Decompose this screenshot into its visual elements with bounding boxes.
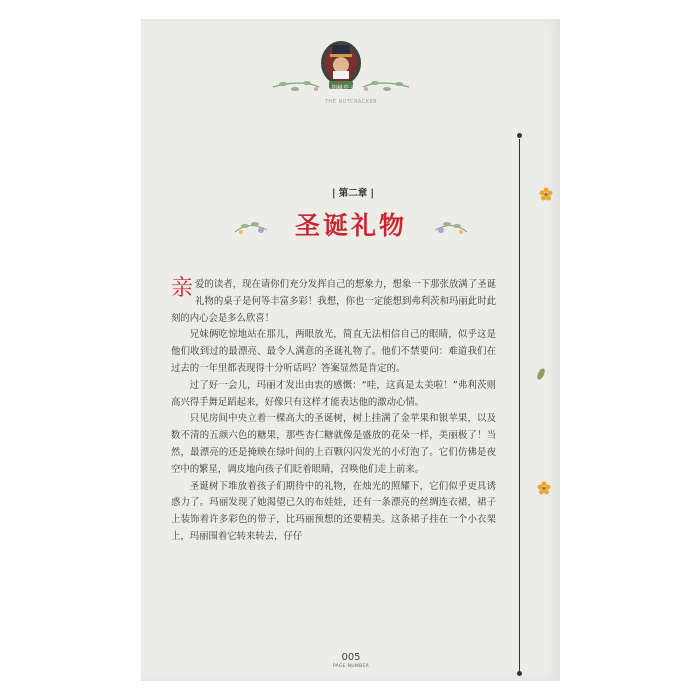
paragraph: 圣诞树下堆放着孩子们期待中的礼物，在烛光的照耀下，它们似乎更具诱惑力了。玛丽发现了她渴望已久的布娃娃，还有一条漂亮的丝绸连衣裙，裙子上装饰着许多彩色的带子，比玛丽预想的还要精美。这条裙子挂在一个小衣架上，玛丽围着它转来转去，仔仔: [171, 480, 496, 542]
book-page: [141, 19, 560, 681]
badge-title: 胡桃夹子: [330, 85, 355, 92]
floral-ornament-right-icon: [433, 214, 469, 238]
side-rule: [519, 139, 520, 674]
page-number: 005: [341, 652, 361, 663]
flower-icon: [539, 187, 553, 201]
paragraph: [171, 277, 496, 327]
chapter-body: [171, 277, 496, 546]
side-line-top-dot: [517, 133, 522, 138]
paragraph-text: 爱的读者，现在请你们充分发挥自己的想象力，想象一下那张放满了圣诞礼物的桌子是何等丰富多彩！我想，你也一定能想到弗利茨和玛丽此时此刻的内心会是多么欣喜！: [171, 279, 496, 324]
page-number-label: PAGE NUMBER: [332, 664, 370, 669]
side-line-bottom-dot: [517, 671, 522, 676]
floral-ornament-left-icon: [233, 214, 269, 238]
paragraph: 只见房间中央立着一棵高大的圣诞树，树上挂满了金苹果和银苹果，以及数不清的五颜六色的糖果，那些杏仁糖就像是盛放的花朵一样，美丽极了！当然，最漂亮的还是掩映在绿叶间的上百颗闪闪发光的小灯泡了。它们仿佛是夜空中的繁星，调皮地向孩子们眨着眼睛，召唤他们走上前来。: [171, 413, 496, 475]
paragraph: 过了好一会儿，玛丽才发出由衷的感慨：“哇，这真是太美啦！”弗利茨则高兴得手舞足蹈起来，好像只有这样才能表达他的激动心情。: [171, 379, 496, 408]
flower-icon: [537, 481, 551, 495]
chapter-title: 圣诞礼物: [294, 211, 407, 240]
paragraph: 兄妹俩吃惊地站在那儿，两眼放光，简直无法相信自己的眼睛，似乎这是他们收到过的最漂亮、最令人满意的圣诞礼物了。他们不禁要问：难道我们在过去的一年里都表现得十分听话吗？答案显然是肯定的。: [171, 329, 496, 374]
chapter-number: | 第二章 |: [331, 188, 375, 199]
vine-ornament-icon: [271, 75, 411, 99]
drop-cap: 亲: [171, 276, 194, 301]
leaf-icon: [534, 367, 548, 381]
header-subtitle: THE NUTCRACKER: [324, 99, 378, 105]
